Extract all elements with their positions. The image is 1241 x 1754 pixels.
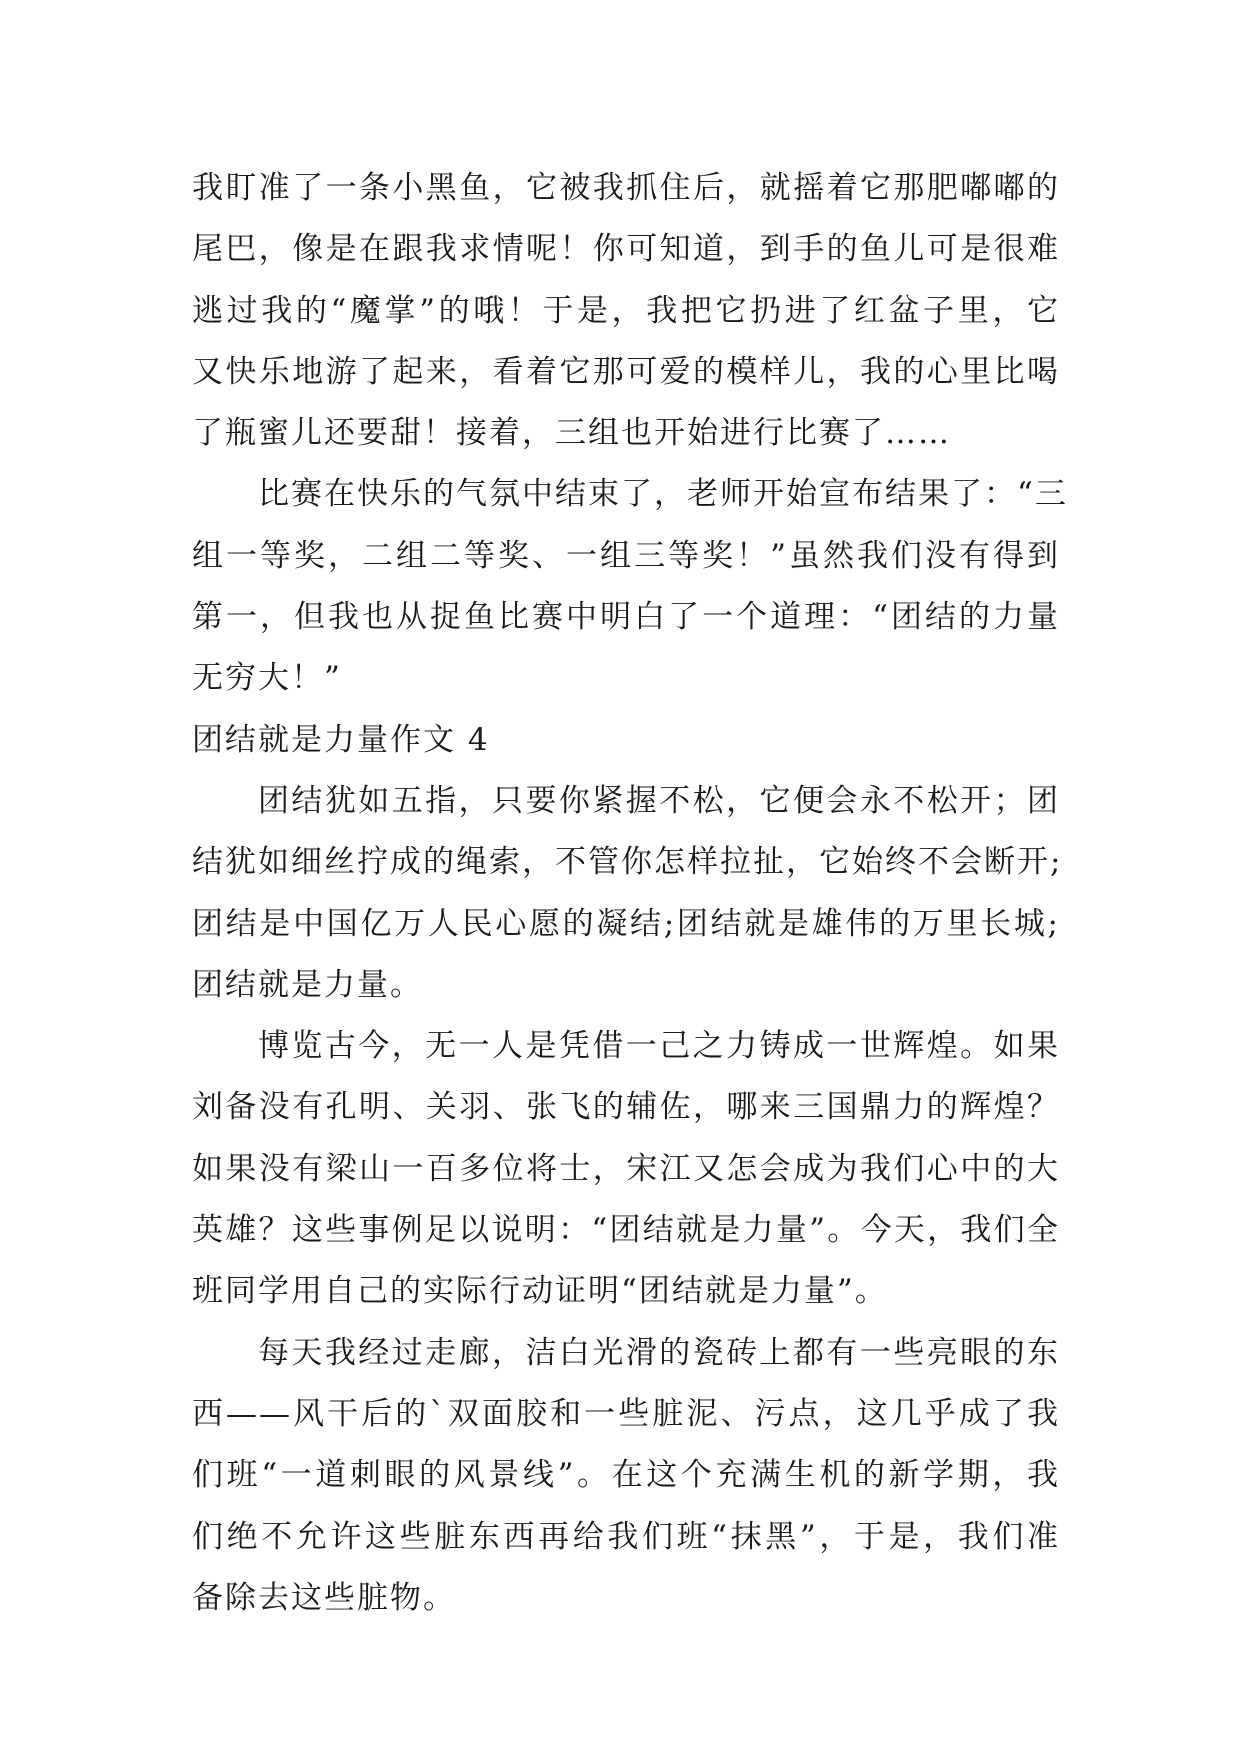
text-line: 们绝不允许这些脏东西再给我们班“抹黑”，于是，我们准: [192, 1518, 1060, 1555]
text-line: 无穷大！”: [192, 660, 342, 697]
document-page: [192, 158, 1068, 1629]
text-line: 西——风干后的`双面胶和一些脏泥、污点，这几乎成了我: [192, 1395, 1060, 1432]
text-line: 们班“一道刺眼的风景线”。在这个充满生机的新学期，我: [192, 1457, 1060, 1494]
text-line: 又快乐地游了起来，看着它那可爱的模样儿，我的心里比喝: [192, 353, 1060, 390]
text-line: 逃过我的“魔掌”的哦！于是，我把它扔进了红盆子里，它: [192, 292, 1060, 329]
text-line: 备除去这些脏物。: [192, 1579, 456, 1616]
paragraph-first-line: 每天我经过走廊，洁白光滑的瓷砖上都有一些亮眼的东: [258, 1334, 1060, 1371]
text-line: 我盯准了一条小黑鱼，它被我抓住后，就摇着它那肥嘟嘟的: [192, 170, 1060, 206]
text-line: 团结就是力量。: [192, 966, 423, 1003]
essay-heading: 团结就是力量作文 4: [192, 721, 490, 758]
text-line: 尾巴，像是在跟我求情呢！你可知道，到手的鱼儿可是很难: [192, 231, 1060, 268]
text-line: 如果没有梁山一百多位将士，宋江又怎会成为我们心中的大: [192, 1150, 1060, 1187]
paragraph-first-line: 博览古今，无一人是凭借一己之力铸成一世辉煌。如果: [258, 1028, 1060, 1065]
text-line: 组一等奖，二组二等奖、一组三等奖！”虽然我们没有得到: [192, 537, 1060, 574]
text-line: 班同学用自己的实际行动证明“团结就是力量”。: [192, 1273, 888, 1310]
text-line: 英雄？这些事例足以说明：“团结就是力量”。今天，我们全: [192, 1212, 1060, 1249]
text-line: 结犹如细丝拧成的绳索，不管你怎样拉扯，它始终不会断开;: [192, 844, 1063, 881]
text-line: 刘备没有孔明、关羽、张飞的辅佐，哪来三国鼎力的辉煌？: [192, 1089, 1060, 1126]
paragraph-first-line: 团结犹如五指，只要你紧握不松，它便会永不松开；团: [258, 782, 1060, 819]
paragraph-first-line: 比赛在快乐的气氛中结束了，老师开始宣布结果了：“三: [258, 476, 1068, 513]
text-line: 了瓶蜜儿还要甜！接着，三组也开始进行比赛了……: [192, 415, 951, 452]
text-line: 团结是中国亿万人民心愿的凝结;团结就是雄伟的万里长城;: [192, 905, 1060, 942]
text-line: 第一，但我也从捉鱼比赛中明白了一个道理：“团结的力量: [192, 599, 1060, 636]
